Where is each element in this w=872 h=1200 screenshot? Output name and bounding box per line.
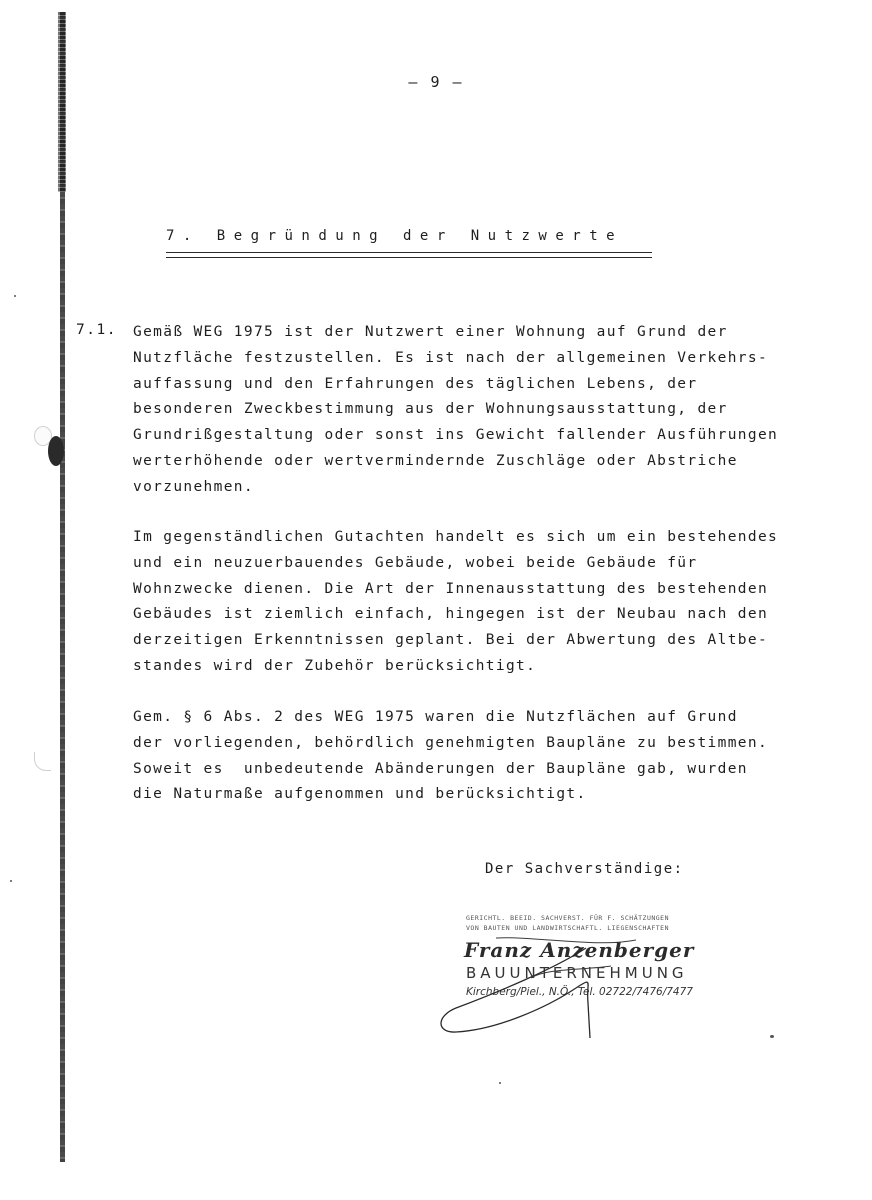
text-line: der vorliegenden, behördlich genehmigten Baupläne zu bestimmen. <box>133 734 769 751</box>
scan-speck <box>14 295 16 297</box>
text-line: besonderen Zweckbestimmung aus der Wohnungsausstattung, der <box>133 401 728 418</box>
paragraph-2 <box>133 525 778 680</box>
text-line: Gem. § 6 Abs. 2 des WEG 1975 waren die Nutzflächen auf Grund <box>133 709 738 725</box>
text-line: derzeitigen Erkenntnissen geplant. Bei der Abwertung des Altbe- <box>133 632 769 649</box>
text-line: Grundrißgestaltung oder sonst ins Gewicht fallender Ausführungen <box>133 427 779 444</box>
text-line: Soweit es unbedeutende Abänderungen der Baupläne gab, wurden <box>133 760 748 777</box>
text-line: werterhöhende oder wertvermindernde Zuschläge oder Abstriche <box>133 452 738 469</box>
scan-speck <box>10 880 12 882</box>
signature-icon <box>436 908 686 1038</box>
company-stamp <box>436 908 695 1038</box>
text-line: Im gegenständlichen Gutachten handelt es sich um ein bestehendes <box>133 529 779 545</box>
stamp-company-title: BAUUNTERNEHMUNG <box>466 964 688 982</box>
text-line: und ein neuzuerbauendes Gebäude, wobei beide Gebäude für <box>133 554 698 571</box>
punch-hole-shadow <box>48 436 64 466</box>
text-line: Gebäudes ist ziemlich einfach, hingegen ist der Neubau nach den <box>133 606 769 623</box>
text-line: vorzunehmen. <box>133 478 254 495</box>
stamp-address: Kirchberg/Piel., N.Ö., Tel. 02722/7476/7477 <box>466 986 693 998</box>
text-line: Nutzfläche festzustellen. Es ist nach der allgemeinen Verkehrs- <box>133 349 769 366</box>
text-line: Wohnzwecke dienen. Die Art der Innenausstattung des bestehenden <box>133 580 769 597</box>
paragraph-3 <box>133 705 768 808</box>
scan-speck <box>499 1082 501 1084</box>
text-line: standes wird der Zubehör berücksichtigt. <box>133 657 537 674</box>
stamp-company-name: Franz Anzenberger <box>464 938 695 962</box>
section-number: 7.1. <box>76 322 117 338</box>
scan-speck <box>770 1035 774 1038</box>
text-line: die Naturmaße aufgenommen und berücksichtigt. <box>133 786 587 803</box>
text-line: auffassung und den Erfahrungen des täglichen Lebens, der <box>133 375 698 392</box>
section-heading: 7. Begründung der Nutzwerte <box>166 228 624 244</box>
heading-double-underline <box>166 252 652 258</box>
page-crease <box>34 752 51 771</box>
signer-label: Der Sachverständige: <box>485 861 684 877</box>
stamp-certification-line: GERICHTL. BEEID. SACHVERST. FÜR F. SCHÄTZUNGEN <box>466 914 670 922</box>
text-line: Gemäß WEG 1975 ist der Nutzwert einer Wohnung auf Grund der <box>133 324 728 340</box>
paragraph-1 <box>133 320 778 501</box>
stamp-certification-line: VON BAUTEN UND LANDWIRTSCHAFTL. LIEGENSCHAFTEN <box>466 924 670 932</box>
scan-binding-edge-top <box>58 12 66 192</box>
page-number: — 9 — <box>408 73 464 91</box>
